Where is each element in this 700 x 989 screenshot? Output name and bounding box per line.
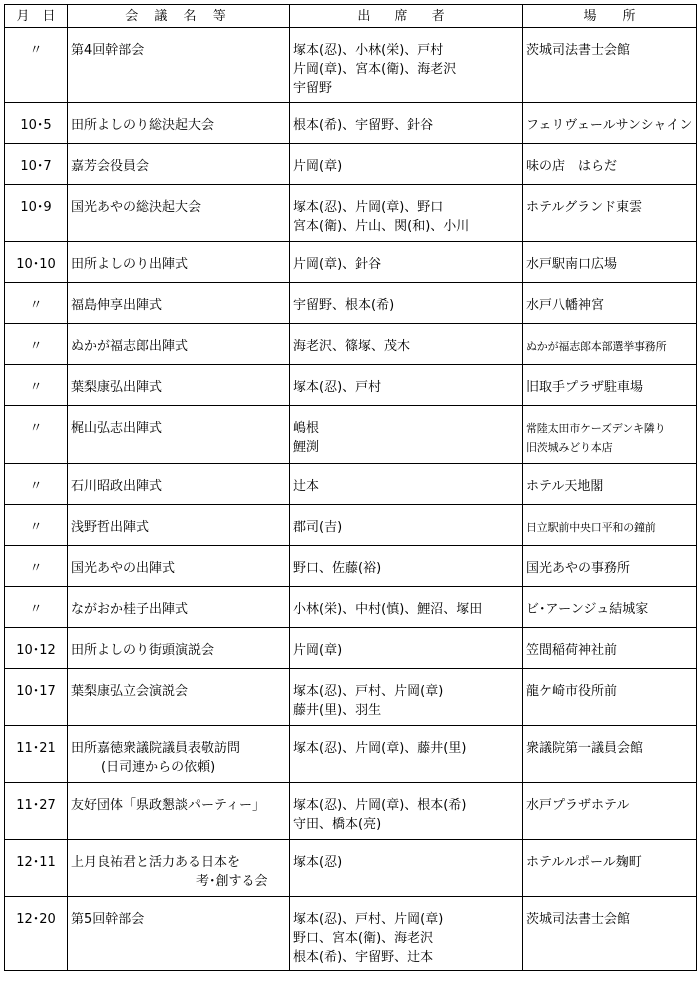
attendees-cell bbox=[290, 726, 523, 783]
attendees-cell-line: 宇留野 bbox=[293, 81, 333, 96]
place-cell bbox=[523, 324, 697, 365]
attendees-cell-line: 片岡(章) bbox=[293, 159, 343, 174]
date-cell: 〃 bbox=[5, 28, 68, 103]
place-cell-line: 国光あやの事務所 bbox=[526, 561, 631, 576]
attendees-cell bbox=[290, 587, 523, 628]
place-cell bbox=[523, 28, 697, 103]
meeting-name-cell-line: 葉梨康弘出陣式 bbox=[71, 380, 163, 395]
meeting-name-cell bbox=[68, 365, 290, 406]
meeting-name-cell-line: 梶山弘志出陣式 bbox=[71, 421, 163, 436]
attendees-cell bbox=[290, 897, 523, 971]
attendees-cell bbox=[290, 365, 523, 406]
meeting-name-cell-line: 田所よしのり街頭演説会 bbox=[71, 643, 215, 658]
attendees-cell-line: 宮本(衛)、片山、関(和)、小川 bbox=[293, 219, 470, 234]
attendees-cell-line: 塚本(忍) bbox=[293, 855, 343, 870]
place-cell bbox=[523, 669, 697, 726]
meeting-name-cell bbox=[68, 505, 290, 546]
place-cell bbox=[523, 103, 697, 144]
date-cell: 〃 bbox=[5, 406, 68, 464]
table-row bbox=[5, 669, 697, 726]
table-row bbox=[5, 897, 697, 971]
date-cell: 10･12 bbox=[5, 628, 68, 669]
attendees-cell-line: 海老沢、篠塚、茂木 bbox=[293, 339, 411, 354]
table-row bbox=[5, 185, 697, 242]
place-cell-line: 茨城司法書士会館 bbox=[526, 43, 631, 58]
attendees-cell bbox=[290, 669, 523, 726]
attendees-cell-line: 根本(希)、宇留野、辻本 bbox=[293, 950, 434, 965]
attendees-cell-line: 塚本(忍)、小林(栄)、戸村 bbox=[293, 43, 444, 58]
place-cell bbox=[523, 185, 697, 242]
attendees-cell bbox=[290, 464, 523, 505]
attendees-cell-line: 守田、橋本(亮) bbox=[293, 817, 382, 832]
table-row bbox=[5, 324, 697, 365]
attendees-cell-line: 塚本(忍)、片岡(章)、藤井(里) bbox=[293, 741, 467, 756]
date-cell: 10･7 bbox=[5, 144, 68, 185]
meeting-name-cell-line: 第4回幹部会 bbox=[71, 43, 145, 58]
attendees-cell-line: 野口、宮本(衛)、海老沢 bbox=[293, 931, 434, 946]
meeting-name-cell-line: 石川昭政出陣式 bbox=[71, 479, 163, 494]
attendees-cell bbox=[290, 546, 523, 587]
place-cell-line: ビ･アーンジュ結城家 bbox=[526, 602, 649, 617]
attendees-cell bbox=[290, 185, 523, 242]
place-cell-line: ホテルグランド東雲 bbox=[526, 200, 643, 215]
attendees-cell bbox=[290, 324, 523, 365]
place-cell bbox=[523, 897, 697, 971]
header-meeting: 会 議 名 等 bbox=[68, 5, 290, 28]
meeting-name-cell-line: 浅野哲出陣式 bbox=[71, 520, 150, 535]
table-header-row bbox=[5, 5, 697, 28]
attendees-cell-line: 片岡(章)、針谷 bbox=[293, 257, 382, 272]
place-cell bbox=[523, 505, 697, 546]
date-cell: 12･11 bbox=[5, 840, 68, 897]
header-place: 場 所 bbox=[523, 5, 697, 28]
attendees-cell-line: 辻本 bbox=[293, 479, 320, 494]
meeting-name-cell-line: 国光あやの総決起大会 bbox=[71, 200, 202, 215]
attendees-cell bbox=[290, 628, 523, 669]
place-cell-line: 衆議院第一議員会館 bbox=[526, 741, 644, 756]
table-row bbox=[5, 28, 697, 103]
date-cell: 11･21 bbox=[5, 726, 68, 783]
place-cell bbox=[523, 144, 697, 185]
meeting-name-cell bbox=[68, 103, 290, 144]
place-cell-line: ぬかが福志郎本部選挙事務所 bbox=[526, 340, 667, 353]
meeting-name-cell-line: 第5回幹部会 bbox=[71, 912, 145, 927]
meeting-attendance-table bbox=[4, 4, 697, 971]
date-cell: 10･10 bbox=[5, 242, 68, 283]
meeting-name-cell bbox=[68, 242, 290, 283]
attendees-cell bbox=[290, 840, 523, 897]
place-cell-line: ホテル天地閣 bbox=[526, 479, 604, 494]
table-row bbox=[5, 783, 697, 840]
table-row bbox=[5, 587, 697, 628]
attendees-cell-line: 塚本(忍)、戸村、片岡(章) bbox=[293, 912, 444, 927]
place-cell-line: ホテルルポール麹町 bbox=[526, 855, 642, 870]
table-row bbox=[5, 365, 697, 406]
attendees-cell-line: 鯉渕 bbox=[293, 440, 320, 455]
place-cell bbox=[523, 464, 697, 505]
attendees-cell-line: 塚本(忍)、片岡(章)、根本(希) bbox=[293, 798, 467, 813]
attendees-cell bbox=[290, 242, 523, 283]
place-cell-line: フェリヴェールサンシャイン bbox=[526, 118, 693, 133]
meeting-name-cell-line: 嘉芳会役員会 bbox=[71, 159, 150, 174]
meeting-name-cell-line: 葉梨康弘立会演説会 bbox=[71, 684, 189, 699]
attendees-cell-line: 塚本(忍)、戸村 bbox=[293, 380, 382, 395]
table-row bbox=[5, 840, 697, 897]
header-attendees: 出 席 者 bbox=[290, 5, 523, 28]
place-cell-line: 水戸八幡神宮 bbox=[526, 298, 605, 313]
meeting-name-cell-line: 田所嘉徳衆議院議員表敬訪問 bbox=[71, 741, 241, 756]
place-cell bbox=[523, 587, 697, 628]
place-cell bbox=[523, 546, 697, 587]
header-month-day: 月 日 bbox=[5, 5, 68, 28]
place-cell-line: 旧取手プラザ駐車場 bbox=[526, 380, 644, 395]
table-row bbox=[5, 103, 697, 144]
attendees-cell-line: 片岡(章) bbox=[293, 643, 343, 658]
attendees-cell bbox=[290, 783, 523, 840]
meeting-name-cell bbox=[68, 897, 290, 971]
date-cell: 10･5 bbox=[5, 103, 68, 144]
place-cell-line: 水戸プラザホテル bbox=[526, 798, 630, 813]
meeting-name-cell-line: 田所よしのり出陣式 bbox=[71, 257, 189, 272]
attendance-table-sheet bbox=[4, 4, 696, 971]
table-row bbox=[5, 242, 697, 283]
table-row bbox=[5, 726, 697, 783]
place-cell bbox=[523, 726, 697, 783]
place-cell bbox=[523, 365, 697, 406]
meeting-name-cell bbox=[68, 324, 290, 365]
meeting-name-cell bbox=[68, 587, 290, 628]
table-row bbox=[5, 628, 697, 669]
attendees-cell-line: 宇留野、根本(希) bbox=[293, 298, 395, 313]
place-cell bbox=[523, 783, 697, 840]
attendees-cell bbox=[290, 283, 523, 324]
attendees-cell-line: 嶋根 bbox=[293, 421, 320, 436]
attendees-cell-line: 塚本(忍)、片岡(章)、野口 bbox=[293, 200, 444, 215]
date-cell: 〃 bbox=[5, 324, 68, 365]
attendees-cell bbox=[290, 406, 523, 464]
table-row bbox=[5, 464, 697, 505]
table-body bbox=[5, 28, 697, 971]
attendees-cell bbox=[290, 144, 523, 185]
attendees-cell-line: 根本(希)、宇留野、針谷 bbox=[293, 118, 434, 133]
date-cell: 10･17 bbox=[5, 669, 68, 726]
attendees-cell-line: 郡司(吉) bbox=[293, 520, 343, 535]
attendees-cell bbox=[290, 28, 523, 103]
place-cell bbox=[523, 840, 697, 897]
date-cell: 〃 bbox=[5, 587, 68, 628]
attendees-cell-line: 片岡(章)、宮本(衛)、海老沢 bbox=[293, 62, 457, 77]
date-cell: 〃 bbox=[5, 464, 68, 505]
place-cell-line: 笠間稲荷神社前 bbox=[526, 643, 618, 658]
meeting-name-cell bbox=[68, 283, 290, 324]
place-cell-line: 水戸駅南口広場 bbox=[526, 257, 618, 272]
meeting-name-cell bbox=[68, 669, 290, 726]
meeting-name-cell bbox=[68, 28, 290, 103]
place-cell bbox=[523, 406, 697, 464]
date-cell: 〃 bbox=[5, 505, 68, 546]
date-cell: 〃 bbox=[5, 283, 68, 324]
place-cell-line: 龍ケ崎市役所前 bbox=[526, 684, 618, 699]
place-cell-line: 味の店 はらだ bbox=[526, 159, 618, 174]
table-row bbox=[5, 283, 697, 324]
meeting-name-cell-line: ぬかが福志郎出陣式 bbox=[71, 339, 189, 354]
attendees-cell bbox=[290, 505, 523, 546]
place-cell-line: 常陸太田市ケーズデンキ隣り bbox=[526, 422, 666, 435]
table-row bbox=[5, 144, 697, 185]
attendees-cell-line: 塚本(忍)、戸村、片岡(章) bbox=[293, 684, 444, 699]
meeting-name-cell bbox=[68, 464, 290, 505]
date-cell: 12･20 bbox=[5, 897, 68, 971]
meeting-name-cell-line: 考･創する会 bbox=[196, 874, 268, 889]
place-cell bbox=[523, 242, 697, 283]
meeting-name-cell-line: 友好団体「県政懇談パーティー」 bbox=[71, 798, 265, 813]
place-cell-line: 日立駅前中央口平和の鐘前 bbox=[526, 521, 656, 534]
place-cell-line: 茨城司法書士会館 bbox=[526, 912, 631, 927]
meeting-name-cell-line: ながおか桂子出陣式 bbox=[71, 602, 189, 617]
meeting-name-cell-line: 国光あやの出陣式 bbox=[71, 561, 176, 576]
meeting-name-cell-line: 田所よしのり総決起大会 bbox=[71, 118, 215, 133]
meeting-name-cell bbox=[68, 144, 290, 185]
table-row bbox=[5, 505, 697, 546]
meeting-name-cell-line: (日司連からの依頼) bbox=[101, 760, 216, 775]
attendees-cell-line: 藤井(里)、羽生 bbox=[293, 703, 382, 718]
date-cell: 10･9 bbox=[5, 185, 68, 242]
date-cell: 〃 bbox=[5, 365, 68, 406]
table-row bbox=[5, 406, 697, 464]
meeting-name-cell bbox=[68, 406, 290, 464]
date-cell: 11･27 bbox=[5, 783, 68, 840]
meeting-name-cell bbox=[68, 783, 290, 840]
meeting-name-cell bbox=[68, 628, 290, 669]
place-cell bbox=[523, 283, 697, 324]
attendees-cell-line: 小林(栄)、中村(慎)、鯉沼、塚田 bbox=[293, 602, 483, 617]
attendees-cell-line: 野口、佐藤(裕) bbox=[293, 561, 382, 576]
meeting-name-cell-line: 上月良祐君と活力ある日本を bbox=[71, 855, 241, 870]
attendees-cell bbox=[290, 103, 523, 144]
meeting-name-cell bbox=[68, 185, 290, 242]
table-row bbox=[5, 546, 697, 587]
meeting-name-cell bbox=[68, 546, 290, 587]
date-cell: 〃 bbox=[5, 546, 68, 587]
meeting-name-cell-line: 福島伸享出陣式 bbox=[71, 298, 163, 313]
meeting-name-cell bbox=[68, 726, 290, 783]
meeting-name-cell bbox=[68, 840, 290, 897]
place-cell-line: 旧茨城みどり本店 bbox=[526, 441, 613, 454]
place-cell bbox=[523, 628, 697, 669]
